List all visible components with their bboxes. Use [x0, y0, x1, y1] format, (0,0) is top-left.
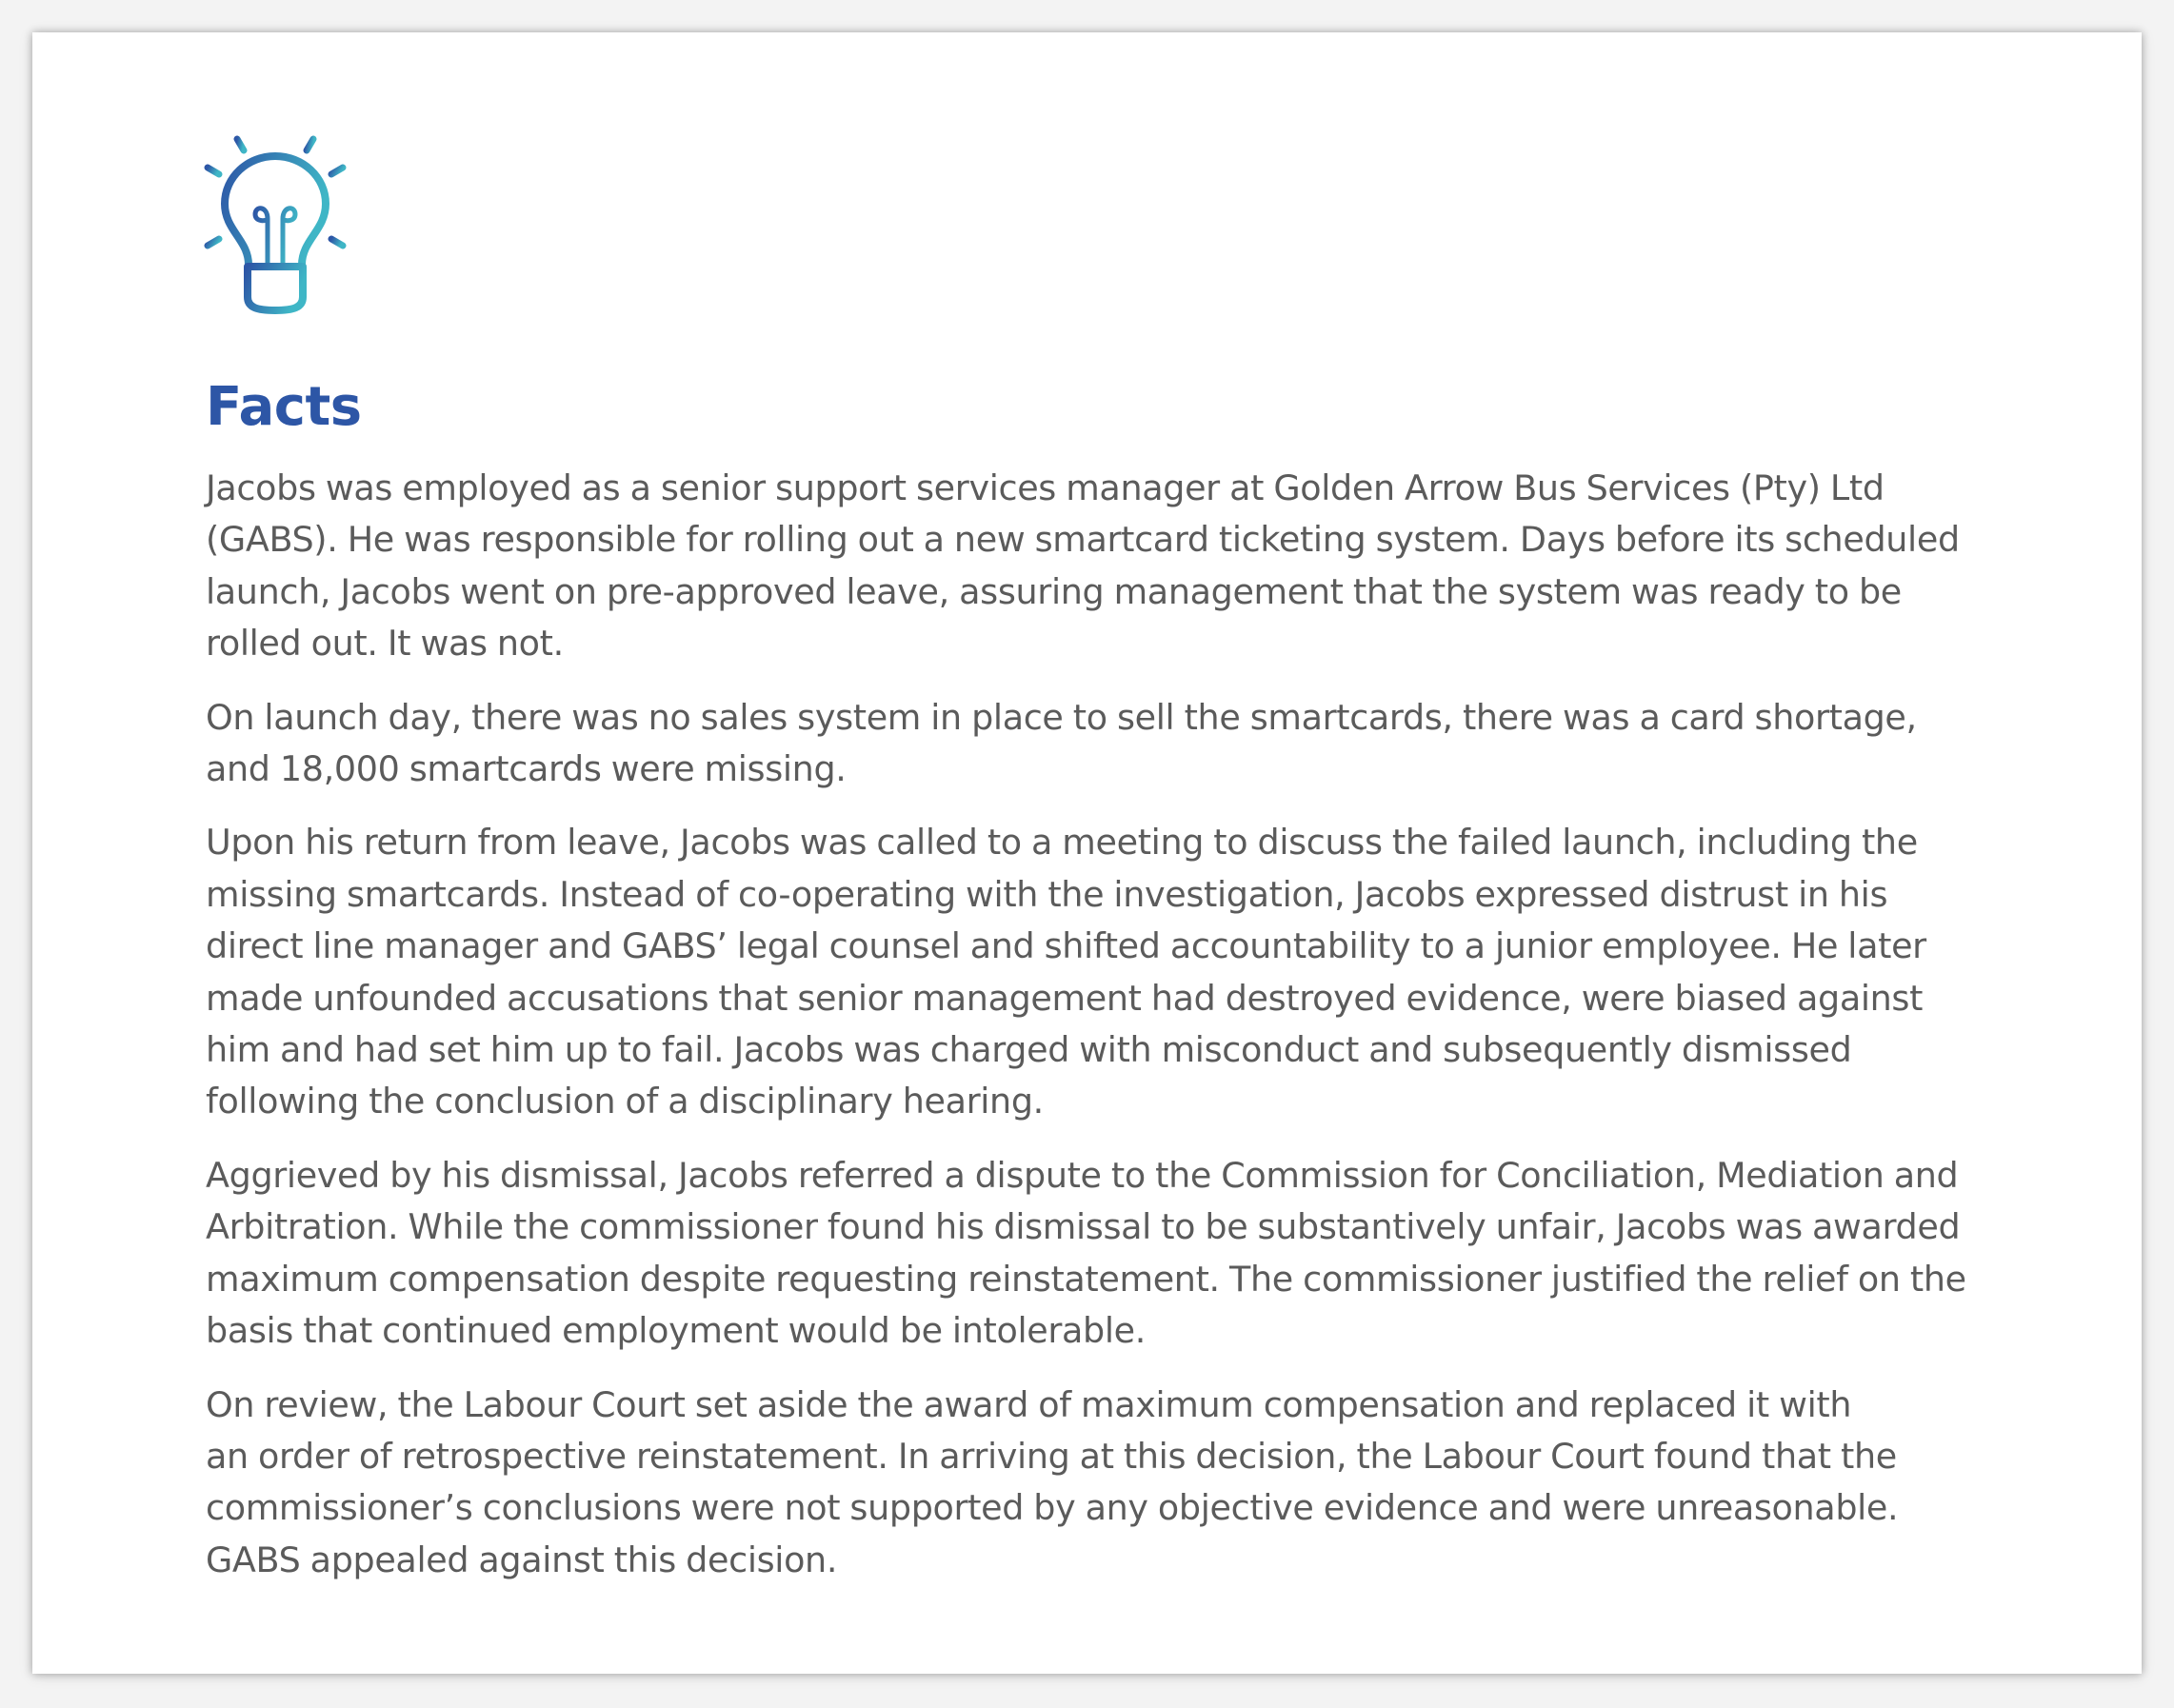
paragraph-line: direct line manager and GABS’ legal counsel and shifted accountability to a junior employee. He later — [206, 925, 1926, 967]
section-title: Facts — [206, 376, 362, 438]
paragraph-line: made unfounded accusations that senior management had destroyed evidence, were biased against — [206, 977, 1924, 1019]
paragraph-employment — [206, 463, 2072, 670]
paragraph-line: On launch day, there was no sales system in place to sell the smartcards, there was a card shortage, — [206, 696, 1917, 738]
paragraph-return-from-leave — [206, 817, 2072, 1127]
paragraph-line: missing smartcards. Instead of co-operating with the investigation, Jacobs expressed distrust in his — [206, 873, 1888, 915]
paragraph-line: maximum compensation despite requesting reinstatement. The commissioner justified the relief on the — [206, 1258, 1966, 1300]
paragraph-line: Jacobs was employed as a senior support services manager at Golden Arrow Bus Services (Pty) Ltd — [206, 467, 1885, 508]
paragraph-line: (GABS). He was responsible for rolling out a new smartcard ticketing system. Days before its scheduled — [206, 519, 1960, 561]
paragraph-line: Aggrieved by his dismissal, Jacobs referred a dispute to the Commission for Conciliation, Mediation and — [206, 1154, 1959, 1196]
paragraph-line: and 18,000 smartcards were missing. — [206, 748, 847, 790]
paragraph-launch-day — [206, 692, 2072, 796]
paragraph-line: following the conclusion of a disciplinary hearing. — [206, 1081, 1044, 1122]
paragraph-line: an order of retrospective reinstatement. In arriving at this decision, the Labour Court found that the — [206, 1435, 1897, 1477]
lightbulb-icon — [187, 118, 368, 318]
paragraph-line: him and had set him up to fail. Jacobs was charged with misconduct and subsequently dismissed — [206, 1029, 1852, 1071]
paragraph-line: GABS appealed against this decision. — [206, 1539, 838, 1580]
paragraph-line: basis that continued employment would be intolerable. — [206, 1310, 1146, 1352]
paragraph-line: Upon his return from leave, Jacobs was called to a meeting to discuss the failed launch, including the — [206, 822, 1918, 864]
paragraph-line: On review, the Labour Court set aside the award of maximum compensation and replaced it with — [206, 1383, 1852, 1425]
paragraph-ccma-dispute — [206, 1150, 2072, 1358]
paragraph-line: launch, Jacobs went on pre-approved leave, assuring management that the system was ready to be — [206, 570, 1902, 612]
paragraph-labour-court-review — [206, 1380, 2072, 1587]
paragraph-line: rolled out. It was not. — [206, 623, 564, 665]
paragraph-line: commissioner’s conclusions were not supported by any objective evidence and were unreasonable. — [206, 1487, 1899, 1529]
paragraph-line: Arbitration. While the commissioner found his dismissal to be substantively unfair, Jacobs was awarded — [206, 1206, 1961, 1248]
facts-card — [32, 32, 2142, 1674]
facts-body — [206, 463, 2072, 1608]
